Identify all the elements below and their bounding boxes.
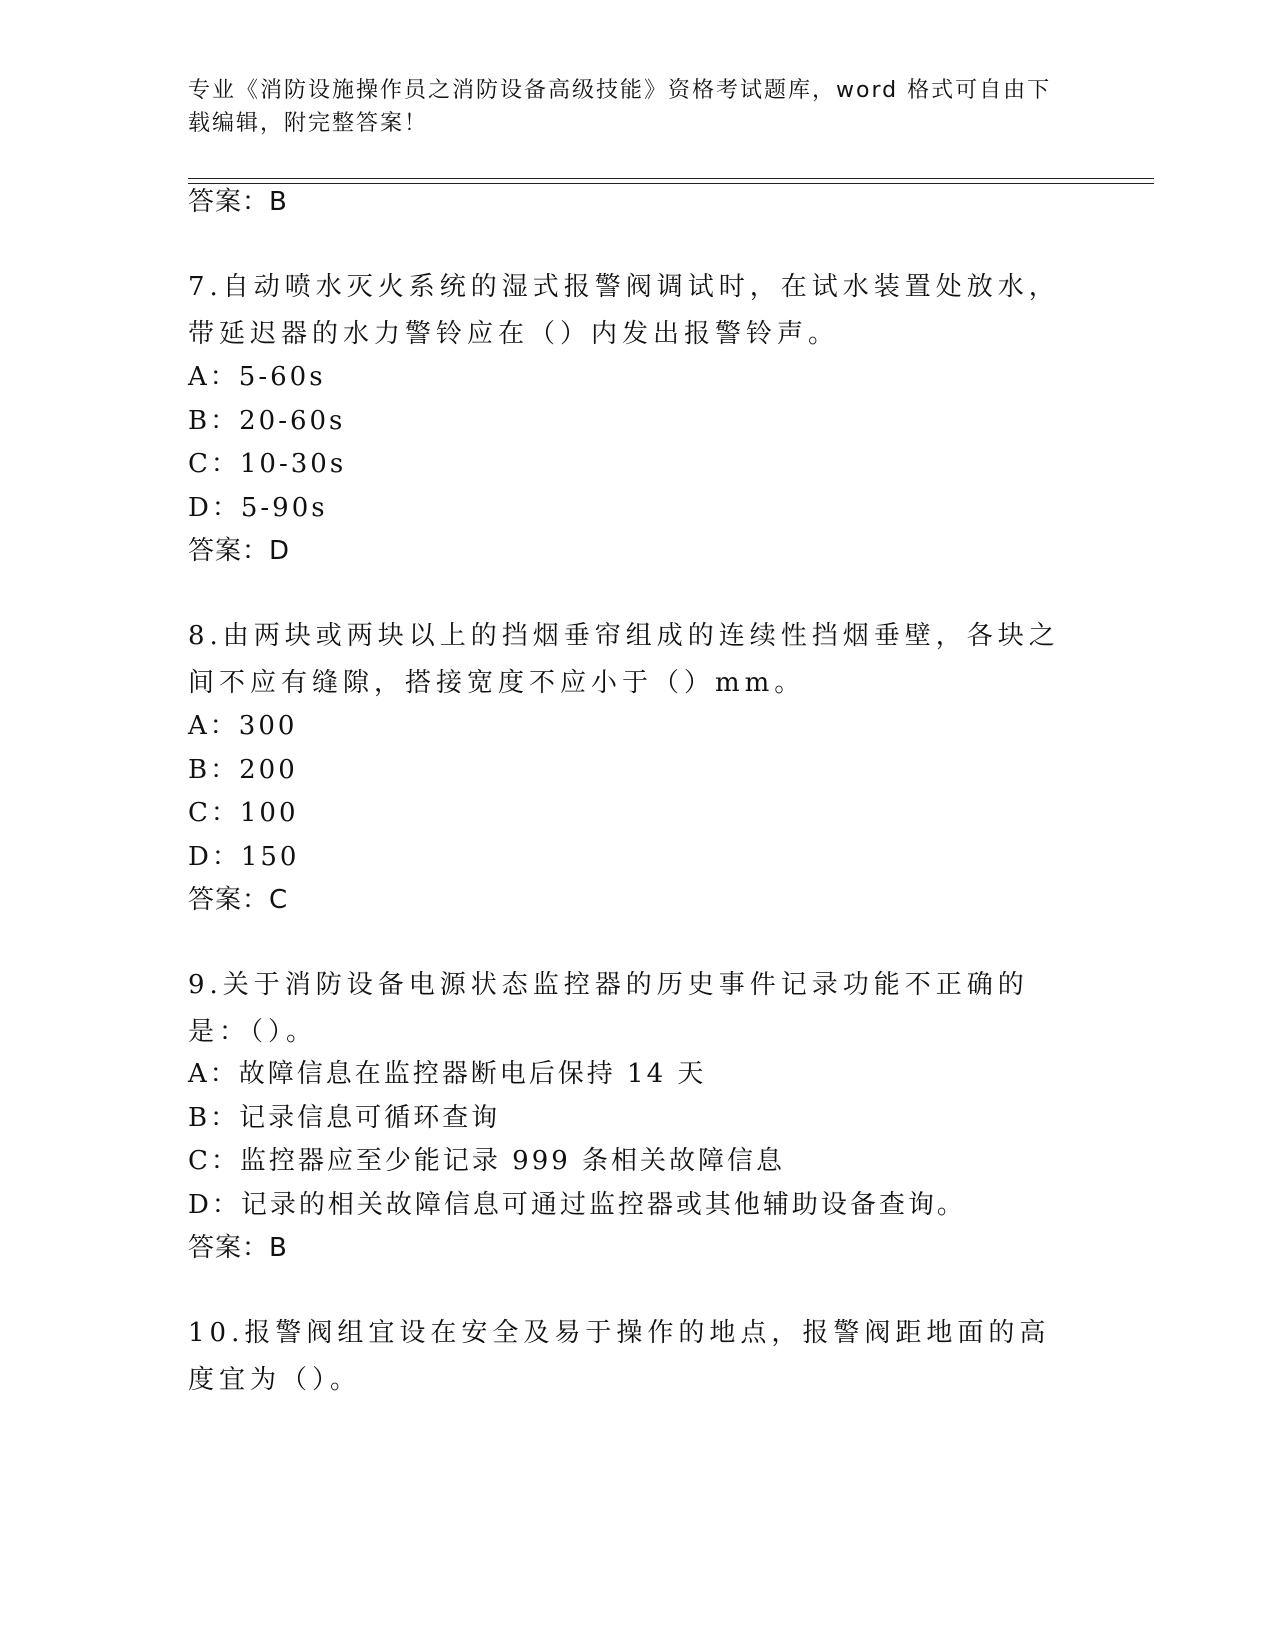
question-7-option-b: B：20-60s — [188, 406, 346, 436]
question-7-option-d: D：5-90s — [188, 493, 328, 523]
question-8-stem: 8.由两块或两块以上的挡烟垂帘组成的连续性挡烟垂壁，各块之间不应有缝隙，搭接宽度不应小于（）mm。 — [188, 621, 1060, 698]
question-8-answer: 答案：C — [188, 885, 289, 915]
question-9-option-b: B：记录信息可循环查询 — [188, 1103, 501, 1133]
document-intro: 专业《消防设施操作员之消防设备高级技能》资格考试题库，word 格式可自由下载编辑，附完整答案！ — [188, 78, 1052, 136]
header-divider-bottom — [188, 183, 1154, 184]
question-8-option-a: A：300 — [188, 711, 298, 741]
question-7-stem: 7.自动喷水灭火系统的湿式报警阀调试时，在试水装置处放水，带延迟器的水力警铃应在（）内发出报警铃声。 — [188, 272, 1060, 349]
question-7-option-a: A：5-60s — [188, 362, 326, 392]
question-9-option-a: A：故障信息在监控器断电后保持 14 天 — [188, 1059, 707, 1089]
question-9-option-d: D：记录的相关故障信息可通过监控器或其他辅助设备查询。 — [188, 1190, 966, 1220]
question-8-option-c: C：100 — [188, 798, 299, 828]
question-10-stem: 10.报警阀组宜设在安全及易于操作的地点，报警阀距地面的高度宜为（）。 — [188, 1318, 1051, 1395]
question-9-stem: 9.关于消防设备电源状态监控器的历史事件记录功能不正确的是：（）。 — [188, 970, 1029, 1047]
question-8-option-d: D：150 — [188, 842, 300, 872]
question-7-option-c: C：10-30s — [188, 449, 347, 479]
question-9-option-c: C：监控器应至少能记录 999 条相关故障信息 — [188, 1146, 786, 1176]
question-9-answer: 答案：B — [188, 1233, 288, 1263]
answer-prev: 答案：B — [188, 187, 288, 217]
header-divider-top — [188, 178, 1154, 179]
question-7-answer: 答案：D — [188, 536, 291, 566]
question-8-option-b: B：200 — [188, 755, 298, 785]
